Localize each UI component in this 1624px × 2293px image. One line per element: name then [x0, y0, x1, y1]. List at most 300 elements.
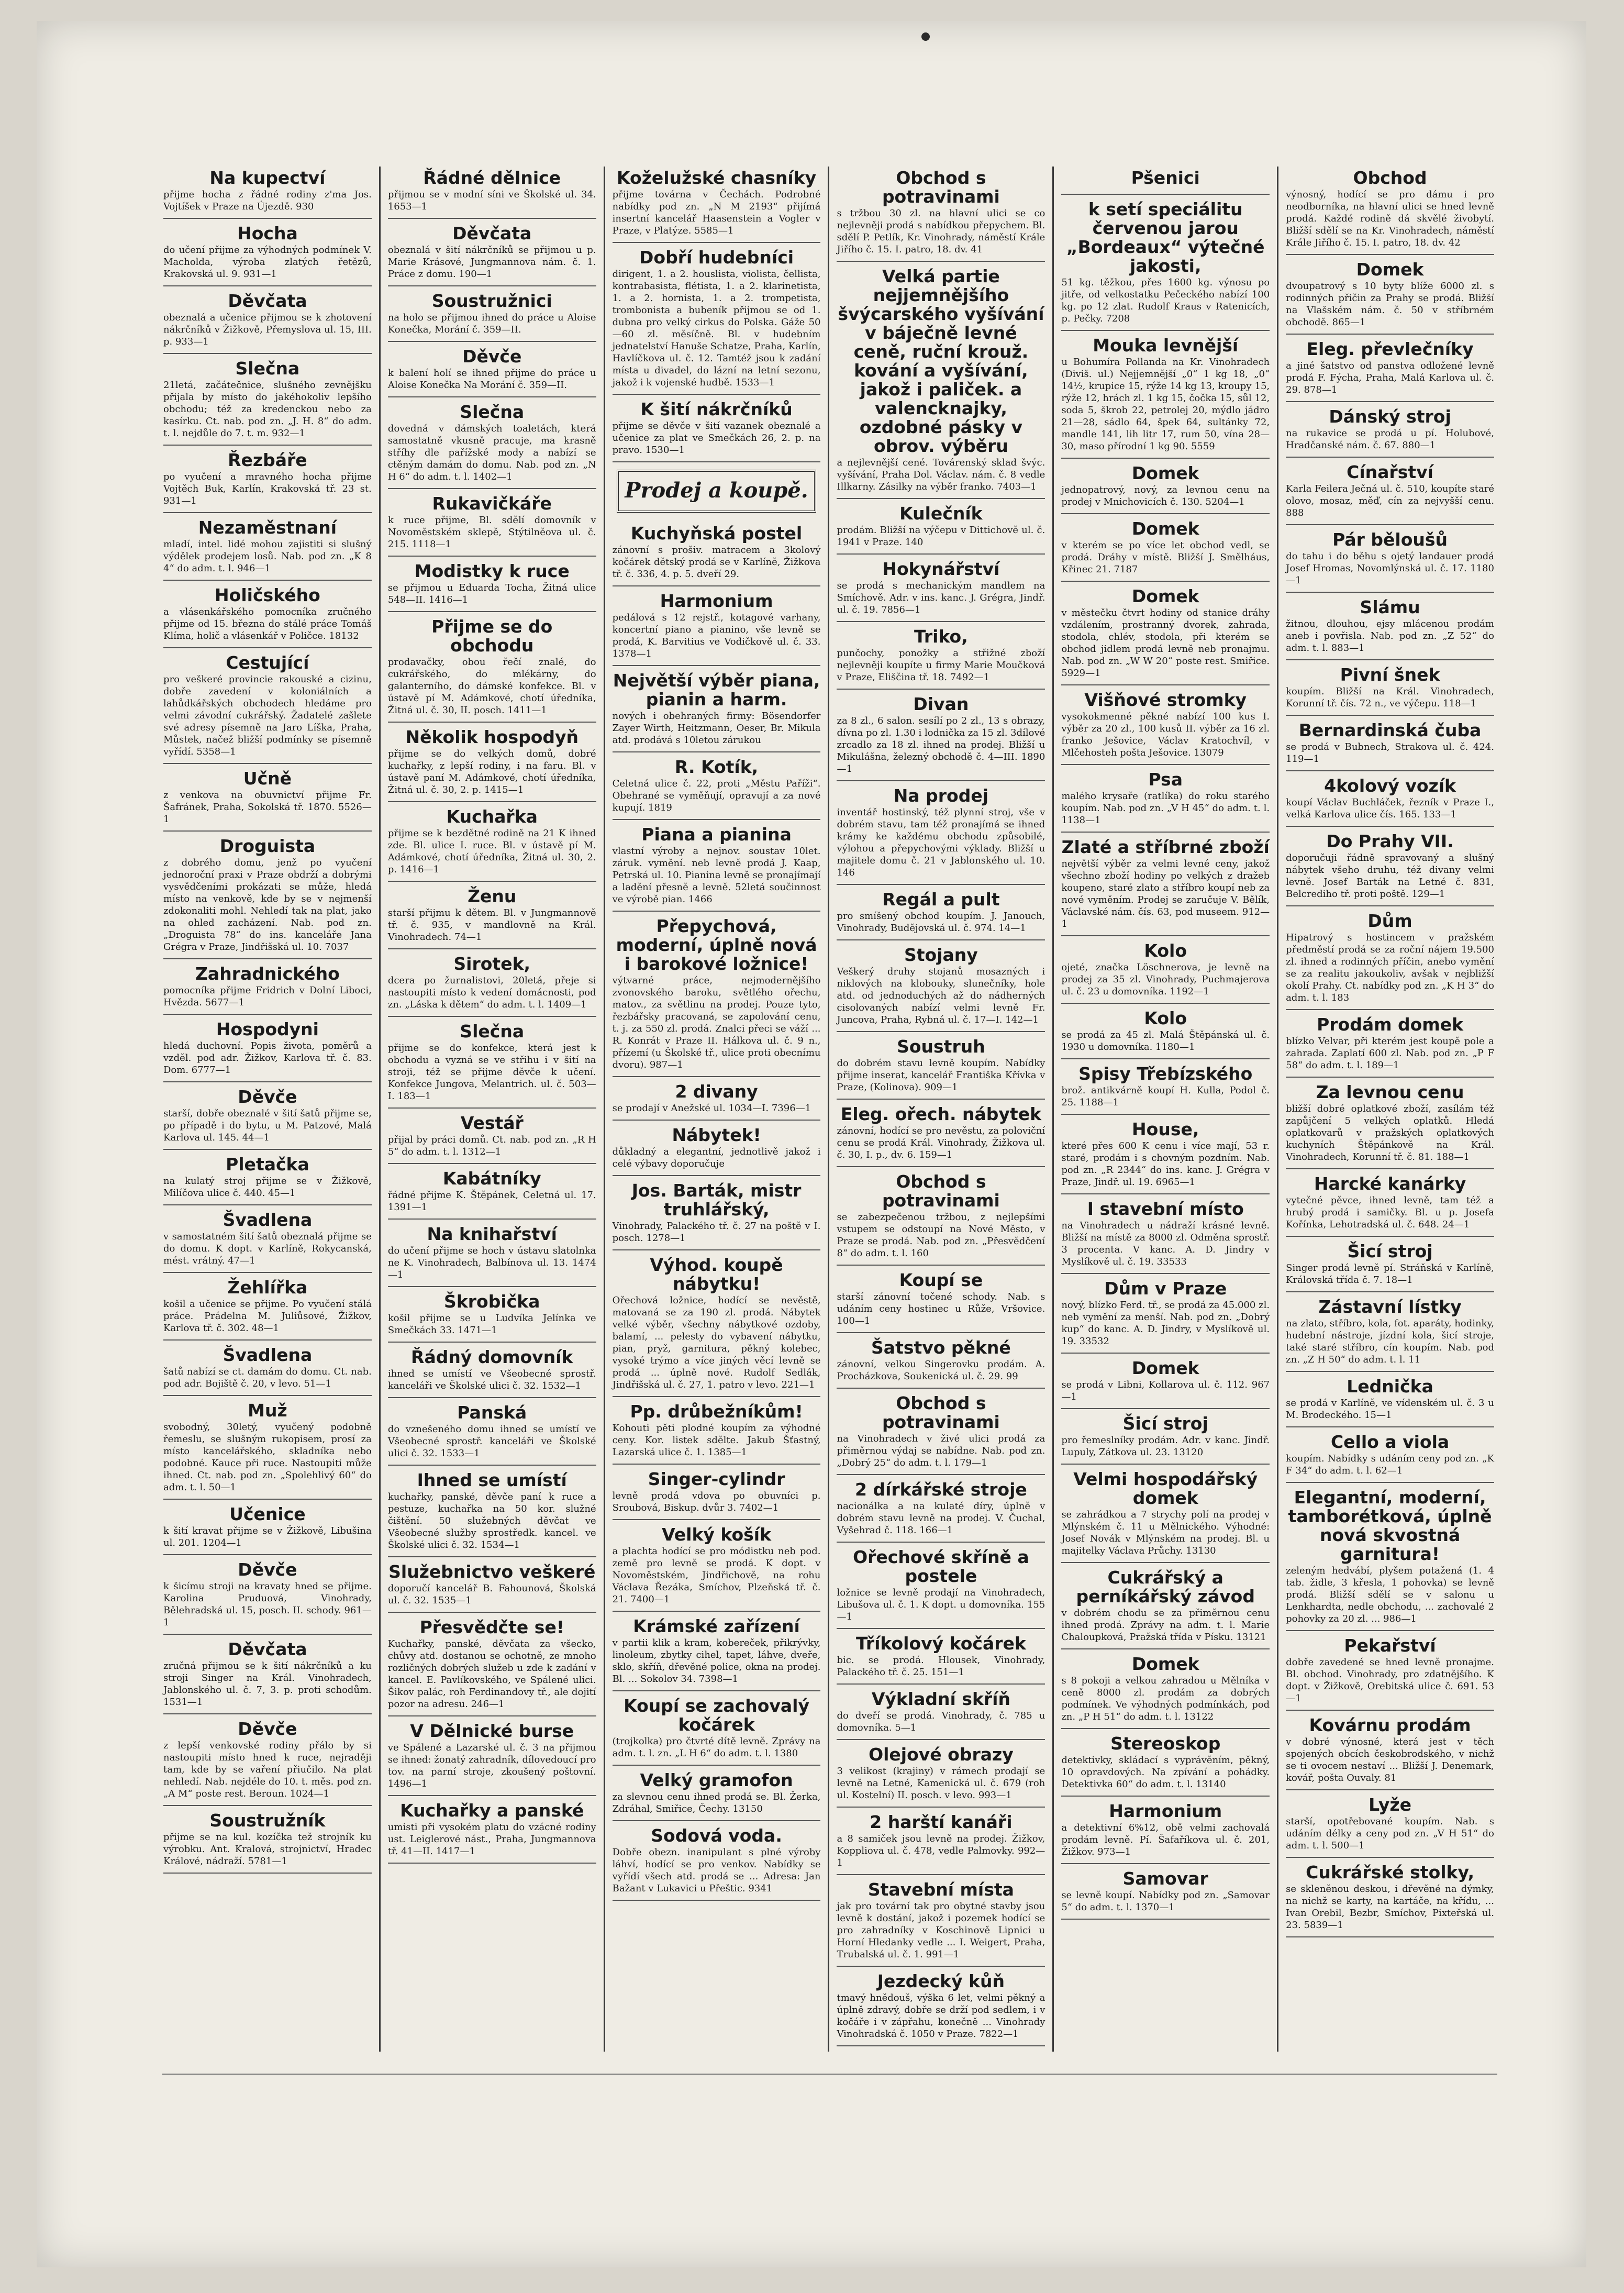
ad-heading: Regál a pult	[882, 889, 1000, 910]
column-2	[381, 167, 605, 2052]
ad-body: koupí Václav Buchláček, řezník v Praze I., velká Karlova ulice čís. 165. 133—1	[1286, 797, 1494, 820]
ad-body: a nejlevnější cené. Továrenský sklad švýc. vyšívání, Praha Dol. Václav. nám. č. 8 vedle Illkarny. Zásilky na výběr franko. 7403—1	[837, 457, 1045, 492]
ad-heading: V Dělnické burse	[410, 1721, 574, 1741]
classified-ad	[1286, 338, 1494, 402]
classified-ad	[613, 1694, 821, 1766]
classified-ad	[388, 1720, 596, 1796]
ad-body: a jiné šatstvo od panstva odložené levně prodá F. Fýcha, Praha, Malá Karlova ul. č. 29. 878—1	[1286, 360, 1494, 395]
ad-body: košil a učenice se přijme. Po vyučení stálá práce. Prádelna M. Juliůsové, Žižkov, Karlova tř. č. 302. 48—1	[163, 1299, 372, 1334]
classified-ad	[163, 767, 372, 832]
classified-ad	[388, 1560, 596, 1613]
ad-heading: Řádný domovník	[411, 1347, 573, 1367]
classified-ad	[1286, 1431, 1494, 1483]
ad-heading: Řádné dělnice	[423, 168, 561, 188]
ad-heading: Za levnou cenu	[1316, 1082, 1464, 1102]
ad-heading: Koželužské chasníky	[617, 168, 817, 188]
ad-body: na zlato, stříbro, kola, fot. aparáty, hodinky, hudební nástroje, jízdní kola, šicí stroje, také staré stříbro, cín koupím. Nab. pod zn. „Z H 50“ do adm. t. l. 11	[1286, 1318, 1494, 1365]
ad-heading: Slečna	[235, 358, 300, 379]
ad-heading: Pár běloušů	[1332, 529, 1448, 550]
ad-body: z dobrého domu, jenž po vyučení jednoroční praxi v Praze obdrží a dobrými vysvědčeními prokázati se může, hledá místo na venkově, kde by se v nejmenší zdokonaliti mohl. Nehledí tak na plat, jako na ohled zacházení. Nab. pod zn. „Droguista 78“ do ins. kanceláře Jana Grégra v Praze, Jindřišská ul. 10. 7037	[163, 857, 372, 952]
ad-heading: Domek	[1131, 1654, 1199, 1674]
classified-ad	[837, 1035, 1045, 1100]
ad-body: starší, opotřebované koupím. Nab. s udáním délky a ceny pod zn. „V H 51“ do adm. t. l. 500—1	[1286, 1816, 1494, 1851]
classified-ad	[388, 167, 596, 219]
classified-ad	[837, 1392, 1045, 1475]
ad-body: důkladný a elegantní, jednotlivě jakož i celé výbavy doporučuje	[612, 1146, 821, 1169]
classified-ad	[1286, 1240, 1494, 1292]
classified-ad	[613, 1124, 821, 1176]
ad-heading: Učně	[243, 768, 292, 789]
classified-ad	[163, 1718, 372, 1806]
ad-body: Kuchařky, panské, děvčata za všecko, chůvy atd. dostanou se ochotně, ze mnoho rozličných dobrých služeb u zde k zadání v kancel. E. Pavlíkovského, ve Spálené ulici. Šikov palác, roh Ferdinandovy tř., ale dojití pozor na adresu. 246—1	[387, 1638, 596, 1710]
classified-ad	[1061, 198, 1270, 331]
classified-ad	[1061, 1062, 1270, 1115]
ad-body: které přes 600 K cenu i více mají, 53 r. staré, prodám i s chovným pozdním. Nab. pod zn. „R 2344“ do ins. kanc. J. Grégra v Praze, Jindř. ul. 19. 6965—1	[1061, 1140, 1270, 1188]
ad-body: za slevnou cenu ihned prodá se. Bl. Žerka, Zdráhal, Smiřice, Čechy. 13150	[612, 1791, 821, 1814]
ad-body: přijme se k bezdětné rodině na 21 K ihned zde. Bl. ulice I. ruce. Bl. v ústavě pí M. Adámkové, chotí úředníka, Žitná ul. 30, 2. p. 1416—1	[387, 828, 596, 875]
classified-ad	[837, 1546, 1045, 1629]
ad-heading: Kuchyňská postel	[630, 523, 803, 544]
ad-body: jak pro tovární tak pro obytné stavby jsou levně k dostání, jakož i pozemek hodící se pro zahradníky v Koschinově Lipnici u Horní Hledanky vedle ... I. Weigert, Praha, Trubalská ul. č. 1. 991—1	[837, 1901, 1045, 1960]
classified-ad	[837, 1103, 1045, 1167]
classified-ad	[1061, 1566, 1270, 1649]
classified-ad	[388, 1469, 596, 1557]
ad-body: v dobrém chodu se za přiměrnou cenu ihned prodá. Zprávy na adm. t. l. Marie Chaloupková, Pražská třída v Písku. 13121	[1061, 1608, 1270, 1643]
classified-ad	[1286, 258, 1494, 335]
ad-heading: Slečna	[460, 1021, 525, 1042]
ad-heading: Služebnictvo veškeré	[388, 1561, 596, 1582]
ad-heading: Droguista	[219, 836, 316, 856]
ad-heading: Cukrářské stolky,	[1306, 1862, 1474, 1882]
ad-heading: Domek	[1131, 518, 1199, 539]
ad-heading: Dům v Praze	[1104, 1278, 1227, 1299]
ad-heading: Kuchařky a panské	[400, 1800, 584, 1821]
ad-heading: Koupí se zachovalý kočárek	[624, 1696, 810, 1735]
ad-body: k šití kravat přijme se v Žižkově, Libušina ul. 201. 1204—1	[163, 1525, 372, 1548]
ad-body: k ruce přijme, Bl. sdělí domovník v Novoměstském sklepě, Stýtilněova ul. č. 215. 1118—1	[387, 515, 596, 550]
classified-ad	[1061, 1357, 1270, 1409]
classified-ad	[837, 888, 1045, 940]
ad-body: doporučuji řádně spravovaný a slušný nábytek všeho druhu, též divany velmi levně. Josef Barták na Letné č. 831, Belcrediho tř. proti poště. 129—1	[1286, 852, 1494, 900]
ad-heading: Žehlířka	[227, 1277, 308, 1298]
classified-ad	[837, 1269, 1045, 1333]
classified-ad	[163, 651, 372, 764]
ad-heading: Velká partie nejjemnějšího švýcarského vyšívání v báječně levné ceně, ruční krouž. kování a vyšívání, jakož i paliček. a valencknajky, ozdobné pásky v obrov. výběru	[838, 266, 1044, 456]
ad-body: z venkova na obuvnictví přijme Fr. Šafránek, Praha, Sokolská tř. 1870. 5526—1	[163, 790, 372, 825]
classified-ad	[1061, 517, 1270, 582]
classified-ad	[613, 1523, 821, 1612]
classified-ad	[1286, 774, 1494, 827]
classified-ad	[1286, 1172, 1494, 1237]
classified-ad	[163, 1276, 372, 1341]
ad-body: se prodá s mechanickým mandlem na Smíchově. Adr. v ins. kanc. J. Grégra, Jindř. ul. č. 19. 7856—1	[837, 580, 1045, 615]
ad-body: koupím. Bližší na Král. Vinohradech, Korunní tř. čís. 72 n., ve výčepu. 118—1	[1286, 686, 1494, 709]
ad-heading: Cínařství	[1347, 462, 1433, 482]
classified-ad	[163, 1638, 372, 1714]
section-banner	[617, 470, 817, 513]
ad-heading: Cello a viola	[1330, 1432, 1450, 1452]
ad-body: 3 velikost (krajiny) v rámech prodají se levně na Letné, Kamenická ul. č. 679 (roh ul. Kostelní) II. posch. v levo. 993—1	[837, 1766, 1045, 1801]
ad-heading: Kolo	[1144, 940, 1187, 961]
ad-heading: Obchod	[1353, 168, 1427, 188]
ad-body: zručná přijmou se k šití nákrčníků a ku stroji Singer na Král. Vinohradech, Jablonského ul. č. 7, 3. p. proti schodům. 1531—1	[163, 1660, 372, 1708]
ad-body: prodavačky, obou řečí znalé, do cukrářského, do mlékárny, do galanterního, do dámské konfekce. Bl. v ústavě pí M. Adámkové, chotí úředníka, Žitná ul. č. 30, II. posch. 1411—1	[387, 657, 596, 716]
ad-heading: Škrobička	[444, 1291, 540, 1312]
ad-body: mladí, intel. lidé mohou zajistiti si slušný výdělek prodejem losů. Nab. pod zn. „K 8 4“ do adm. t. l. 946—1	[163, 539, 372, 574]
ad-heading: Děvče	[462, 346, 522, 367]
ad-heading: K šití nákrčníků	[640, 399, 793, 419]
classified-ad	[1286, 1013, 1494, 1078]
ad-body: detektivky, skládací s vyprávěním, pěkný, 10 opravdových. Na zpívání a pohádky. Detektivka 60“ do adm. t. l. 13140	[1061, 1755, 1270, 1790]
classified-ad	[163, 1399, 372, 1500]
ad-body: a plachta hodící se pro módistku neb pod. země pro levně se prodá. K dopt. v Novoměstském, Jindřichově, na rohu Václava Řezáka, Smíchov, Plzeňská tř. č. 21. 7400—1	[612, 1546, 821, 1605]
classified-ad	[1286, 1375, 1494, 1427]
ad-body: starší, dobře obeznalé v šití šatů přijme se, po případě i do bytu, u M. Patzové, Malá Karlova ul. 145. 44—1	[163, 1108, 372, 1143]
ad-heading: Velký gramofon	[640, 1770, 793, 1790]
classified-ad	[1286, 1861, 1494, 1937]
ad-body: po vyučení a mravného hocha přijme Vojtěch Buk, Karlín, Krakovská tř. 23 st. 931—1	[163, 471, 372, 506]
classified-ad	[163, 449, 372, 513]
ad-heading: Jezdecký kůň	[877, 1971, 1005, 1991]
ad-heading: k setí speciálitu červenou jarou „Bordeaux“ výtečné jakosti,	[1066, 199, 1265, 276]
classified-ad	[837, 1688, 1045, 1740]
classified-ad	[163, 1809, 372, 1874]
ad-body: blízko Velvar, při kterém jest koupě pole a zahrada. Zaplatí 600 zl. Nab. pod zn. „P F 58“ do adm. t. l. 189—1	[1286, 1036, 1494, 1071]
ad-heading: Děvčata	[452, 223, 532, 243]
classified-ad	[1061, 689, 1270, 765]
ad-heading: Velmi hospodářský domek	[1073, 1469, 1258, 1508]
ad-body: obeznalá a učenice přijmou se k zhotovení nákrčníků v Žižkově, Přemyslova ul. 15, III. p. 933—1	[163, 312, 372, 347]
ad-body: výnosný, hodící se pro dámu i pro neodborníka, na hlavní ulici se hned levně prodá. Každé rodině dá skvělé živobytí. Bližší sdělí se na Kr. Vinohradech, náměstí Krále Jiřího č. 15. I. patro, 18. dv. 42	[1286, 189, 1494, 248]
ad-heading: Holičského	[215, 585, 320, 605]
classified-ad	[1286, 1295, 1494, 1372]
ad-body: se prodá v Karlíně, ve vídenském ul. č. 3 u M. Brodeckého. 15—1	[1286, 1398, 1494, 1421]
classified-ad	[163, 516, 372, 581]
ad-body: za 8 zl., 6 salon. sesílí po 2 zl., 13 s obrazy, dívna po zl. 1.30 i lodnička za 15 zl. 3dílové zrcadlo za 18 zl. ihned na prodej. Bližší u Mikulášna, železný obchodě č. 4—III. 1890—1	[837, 715, 1045, 774]
classified-ad	[1286, 167, 1494, 255]
classified-ad	[163, 835, 372, 959]
ad-heading: Ihned se umístí	[417, 1470, 567, 1490]
ad-body: se přijmou u Eduarda Tocha, Žitná ulice 548—II. 1416—1	[387, 582, 596, 605]
classified-ad	[388, 290, 596, 342]
classified-ad	[1061, 1277, 1270, 1354]
ad-body: svobodný, 30letý, vyučený podobně řemeslu, se slušným rukopisem, prosí za místo kancelářského, skladníka nebo podobné. Kauce při ruce. Nastoupiti může ihned. Ct. nab. pod zn. „Spolehlivý 60“ do adm. t. l. 50—1	[163, 1422, 372, 1493]
ad-heading: Piana a pianina	[641, 824, 792, 845]
classified-ad	[1061, 768, 1270, 833]
ad-body: na holo se přijmou ihned do práce u Aloise Konečka, Morání č. 359—II.	[387, 312, 596, 335]
ad-heading: Soustružnici	[431, 291, 552, 311]
ad-body: ložnice se levně prodají na Vinohradech, Libušova ul. č. 1. K dopt. u domovníka. 155—1	[837, 1587, 1045, 1622]
ad-heading: Panská	[457, 1402, 527, 1423]
classified-ad	[388, 492, 596, 557]
ad-heading: Triko,	[914, 626, 968, 647]
classified-ad	[613, 756, 821, 820]
ad-body: v městečku čtvrt hodiny od stanice dráhy vzdálením, prostranný dvorek, zahrada, stodola, chlév, stodola, při kterém se obchod jidlem prodá levně neb pronajmu. Nab. pod zn. „W W 20“ poste rest. Smiřice. 5929—1	[1061, 607, 1270, 679]
classified-ad	[613, 1179, 821, 1250]
ad-heading: Pp. drůbežníkům!	[630, 1401, 803, 1422]
classified-ad	[1286, 405, 1494, 458]
ad-heading: Šicí stroj	[1347, 1241, 1433, 1261]
ad-heading: Bernardinská čuba	[1298, 720, 1482, 740]
ad-body: v samostatném šití šatů obeznalá přijme se do domu. K dopt. v Karlíně, Rokycanská, mést. vrátný. 47—1	[163, 1231, 372, 1266]
ad-body: přijme se na kul. kozíčka tež strojník ku výrobku. Ant. Kralová, strojnictví, Hradec Králové, nádraží. 5781—1	[163, 1832, 372, 1867]
ad-heading: Modistky k ruce	[414, 561, 570, 581]
classified-ad	[1286, 461, 1494, 525]
classified-ad	[613, 1400, 821, 1465]
ad-heading: Výhod. koupě nábytku!	[650, 1255, 783, 1294]
classified-ad	[1286, 1081, 1494, 1169]
classified-ad	[837, 1970, 1045, 2046]
ad-heading: Šatstvo pěkné	[871, 1337, 1011, 1358]
ad-body: k šicímu stroji na kravaty hned se přijme. Karolina Pruduová, Vinohrady, Bělehradská ul. 15, posch. II. schody. 961—1	[163, 1581, 372, 1628]
ad-body: se prodá v Bubnech, Strakova ul. č. 424. 119—1	[1286, 741, 1494, 765]
ad-body: Celetná ulice č. 22, proti „Městu Paříži“. Obehrané se vyměňují, opravují a za nové kupují. 1819	[612, 778, 821, 813]
ad-heading: Domek	[1356, 259, 1424, 280]
ad-body: nový, blízko Ferd. tř., se prodá za 45.000 zl. neb vymění za menší. Nab. pod zn. „Dobrý kup“ do kanc. A. D. Jindry, v Myslíkově ul. 19. 33532	[1061, 1300, 1270, 1347]
ad-body: do vznešeného domu ihned se umístí ve Všeobecné sprostř. kanceláři ve Školské ulici č. 32. 1533—1	[387, 1424, 596, 1459]
classified-ad	[163, 1209, 372, 1273]
ad-body: na rukavice se prodá u pí. Holubové, Hradčanské nám. č. 67. 880—1	[1286, 428, 1494, 451]
ad-heading: Elegantní, moderní, tamborétková, úplně nová skvostná garnitura!	[1288, 1487, 1492, 1564]
column-4	[829, 167, 1054, 2052]
classified-ad	[613, 1769, 821, 1821]
column-3	[605, 167, 830, 2052]
classified-ad	[163, 290, 372, 354]
column-1	[156, 167, 381, 2052]
ad-heading: Harmonium	[1109, 1801, 1222, 1821]
ad-heading: R. Kotík,	[674, 757, 759, 777]
ad-body: nových i obehraných firmy: Bösendorfer Zayer Wirth, Heitzmann, Oeser, Br. Mikula atd. prodává s 10letou zárukou	[612, 711, 821, 746]
classified-ad	[1286, 1634, 1494, 1711]
ad-body: doporučí kancelář B. Fahounová, Školská ul. č. 32. 1535—1	[387, 1583, 596, 1606]
ad-heading: Největší výběr piana, pianin a harm.	[613, 670, 820, 710]
classified-ad	[837, 944, 1045, 1032]
ad-heading: Děvčata	[228, 1639, 307, 1659]
ad-heading: Cestující	[226, 652, 309, 673]
ad-body: starší zánovní točené schody. Nab. s udáním ceny hostinec u Růže, Vršovice. 100—1	[837, 1291, 1045, 1326]
ad-body: se zahrádkou a 7 strychy polí na prodej v Mlýnském č. 11 u Mělnického. Výhodné: Josef Novák v Mlýnském na prodej. Bl. u majitelky Václava Průchy. 13130	[1061, 1509, 1270, 1556]
ad-heading: 4kolový vozík	[1324, 776, 1456, 796]
ad-heading: Nezaměstnaní	[198, 517, 337, 538]
ad-heading: 2 divany	[675, 1081, 758, 1102]
classified-ad	[163, 1085, 372, 1150]
ad-heading: Slámu	[1360, 597, 1420, 617]
classified-ad	[1061, 167, 1270, 195]
ad-body: v dobré výnosné, která jest v těch spojených obcích českobrodského, v nichž se ti ovocem nestaví ... Bližší J. Denemark, kovář, pošta Ouvaly. 81	[1286, 1736, 1494, 1784]
ad-heading: Dánský stroj	[1329, 406, 1451, 427]
classified-ad	[1061, 1118, 1270, 1194]
classified-ad	[1286, 910, 1494, 1010]
column-5	[1054, 167, 1278, 2052]
ad-body: ojeté, značka Löschnerova, je levně na prodej za 35 zl. Vinohrady, Puchmajerova ul. č. 23 u domovníka. 1192—1	[1061, 962, 1270, 997]
ad-body: přijme se do konfekce, která jest k obchodu a vyzná se ve střihu i v šití na stroji, též se přijme děvče k učení. Konfekce Jungova, Melantrich. ul. č. 503—I. 183—1	[387, 1043, 596, 1102]
classified-ad	[837, 1478, 1045, 1543]
ad-body: Kohouti pěti plodné koupím za výhodné ceny. Kor. listek sdělte. Jakub Šťastný, Lazarská ulice č. 1. 1385—1	[612, 1423, 821, 1458]
ad-heading: Dům	[1367, 911, 1412, 931]
ad-body: Singer prodá levně pí. Stráňská v Karlíně, Královská třída č. 7. 18—1	[1286, 1262, 1494, 1286]
classified-ad	[1286, 1793, 1494, 1858]
ad-body: v kterém se po více let obchod vedl, se prodá. Dráhy v místě. Bližší J. Smělháus, Křinec 21. 7187	[1061, 540, 1270, 575]
ad-heading: Višňové stromky	[1084, 690, 1247, 710]
ad-body: se prodají v Anežské ul. 1034—I. 7396—1	[612, 1103, 811, 1114]
classified-ad	[388, 615, 596, 723]
classified-ad	[613, 398, 821, 462]
ad-body: jednopatrový, nový, za levnou cenu na prodej v Mnichovicích č. 130. 5204—1	[1061, 484, 1270, 507]
ad-body: dovedná v dámských toaletách, která samostatně vkusně pracuje, ma krasně stříhy dle pařížské mody a nabízí se ctěným damám do domu. Nab. pod zn. „N H 6“ do adm. t. l. 1402—1	[387, 423, 596, 482]
ad-body: vysokokmenné pěkné nabízí 100 kus I. výběr za 20 zl., 100 kusů II. výběr za 16 zl. franko Ješovice, Václav Kratochvíl, v Mlčehosteh pošta Ješovice. 13079	[1061, 711, 1270, 758]
ad-body: pro veškeré provincie rakouské a cizinu, dobře zavedení v koloniálních a lahůdkářských obchodech hledáme pro velmi závodní cukrářský. Žadatelé zašlete své adresy písemně na Jaro Líška, Praha, Můstek, načež bližší podmínky se písemně vyřídí. 5358—1	[163, 674, 372, 757]
ad-body: malého krysaře (ratlíka) do roku starého koupím. Nab. pod zn. „V H 45“ do adm. t. l. 1138—1	[1061, 791, 1270, 826]
classified-ad	[837, 693, 1045, 781]
classified-ad	[388, 805, 596, 882]
ad-body: Dobře obezn. inanipulant s plné výroby láhví, hodící se pro venkov. Nabídky se vyřídí všech atd. prodá se ... Adresa: Jan Bažant v Lukavici u Přeštic. 9341	[612, 1847, 821, 1894]
classified-ad	[1286, 1714, 1494, 1790]
ad-heading: Sirotek,	[453, 954, 531, 974]
punch-hole	[921, 32, 930, 41]
classified-ad	[163, 167, 372, 219]
ad-body: (trojkolka) pro čtvrté dítě levně. Zprávy na adm. t. l. zn. „L H 6“ do adm. t. l. 1380	[612, 1736, 821, 1759]
ad-heading: Singer-cylindr	[648, 1469, 785, 1489]
ad-heading: Přesvědčte se!	[419, 1617, 564, 1637]
ad-heading: Tříkolový kočárek	[855, 1633, 1026, 1654]
ad-heading: Olejové obrazy	[869, 1744, 1014, 1765]
ad-heading: Divan	[913, 694, 969, 714]
classified-ad	[613, 246, 821, 395]
ad-body: do dveří se prodá. Vinohrady, č. 785 u domovníka. 5—1	[837, 1710, 1045, 1733]
ad-heading: Zlaté a stříbrné zboží	[1061, 837, 1270, 857]
ad-body: v partii klik a kram, kobereček, přikrývky, linoleum, zbytky cihel, tapet, láhve, dveře, sklo, skříň, dřevěné police, okna na prodej. Bl. ... Sokolov 34. 7398—1	[612, 1637, 821, 1685]
ad-heading: Vestář	[460, 1113, 524, 1133]
ad-body: umisti při vysokém platu do vzácné rodiny ust. Leiglerové nást., Praha, Jungmannova tř. 41—II. 1417—1	[387, 1822, 596, 1857]
classified-ad	[1286, 528, 1494, 593]
ad-body: se skleněnou deskou, i dřevěné na dýmky, na nichž se karty, na kartáče, na křídu, ... Ivan Orebil, Bezbr, Smíchov, Pixteřská ul. 23. 5839—1	[1286, 1884, 1494, 1931]
ad-heading: Domek	[1131, 463, 1199, 483]
classified-ad	[163, 1503, 372, 1555]
ad-body: největší výběr za velmi levné ceny, jakož všechno zboží hodiny po velkých z dražeb koupeno, staré zlato a stříbro koupí neb za nové vyměním. Prodej se zaručuje V. Bělík, Václavské nám. čís. 63, pod museem. 912—1	[1061, 858, 1270, 929]
classified-ad	[163, 962, 372, 1015]
ad-body: punčochy, ponožky a střižné zboží nejlevněji koupíte u firmy Marie Moučková v Praze, Eliščina tř. 18. 7492—1	[837, 648, 1045, 683]
ad-body: k balení holí se ihned přijme do práce u Aloise Konečka Na Morání č. 359—II.	[387, 368, 596, 391]
ad-body: na Vinohradech v živé ulici prodá za přiměrnou výdaj se nabídne. Nab. pod zn. „Dobrý 25“ do adm. t. l. 179—1	[837, 1433, 1045, 1468]
ad-heading: Obchod s potravinami	[882, 168, 1000, 207]
ad-heading: Kulečník	[899, 503, 983, 524]
classified-ad	[388, 345, 596, 397]
classified-ad	[613, 1824, 821, 1901]
ad-heading: Stereoskop	[1110, 1733, 1221, 1754]
ad-body: inventář hostinský, též plynní stroj, vše v dobrém stavu, tam též pronajímá se ihned krámy ke každému obchodu způsobilé, výlohou a přepychovými výklady. Bližší u majitele domu č. 21 v Jablonského ul. 10. 146	[837, 807, 1045, 878]
ad-body: pomocníka přijme Fridrich v Dolní Liboci, Hvězda. 5677—1	[163, 985, 372, 1008]
ad-heading: 2 dírkářské stroje	[855, 1479, 1027, 1500]
ad-heading: Pletačka	[226, 1154, 309, 1175]
ad-body: Karla Feilera Ječná ul. č. 510, koupíte staré olovo, mosaz, měď, cín za nejvyšší cenu. 888	[1286, 483, 1494, 518]
classified-ad	[163, 1558, 372, 1635]
classified-ad	[837, 784, 1045, 885]
ad-heading: Učenice	[229, 1504, 306, 1524]
classified-ad	[1061, 1732, 1270, 1797]
ad-body: přijal by práci domů. Ct. nab. pod zn. „R H 5“ do adm. t. l. 1312—1	[387, 1134, 596, 1157]
ad-body: obeznalá v šití nákrčníků se přijmou u p. Marie Krásové, Jungmannova nám. č. 1. Práce z domu. 190—1	[387, 245, 596, 280]
ad-heading: Ořechové skříně a postele	[853, 1547, 1029, 1586]
classified-ad	[163, 584, 372, 648]
ad-heading: Šicí stroj	[1122, 1413, 1208, 1434]
ad-body: s tržbou 30 zl. na hlavní ulici se co nejlevněji prodá s nabídkou přepychem. Bl. sdělí P. Petlík, Kr. Vinohrady, náměstí Krále Jiřího č. 15. I. patro, 18. dv. 41	[837, 208, 1045, 255]
ad-body: zánovní s prošiv. matracem a 3kolový kočárek dětský prodá se v Karlíně, Žižkova tř. č. 336, 4. p. 5. dveří 29.	[612, 545, 821, 580]
ad-body: 21letá, začátečnice, slušného zevnějšku přijala by místo do jakéhokoliv lepšího obchodu; též za kredenckou nebo za kasírku. Ct. nab. pod zn. „J. H. 8“ do adm. t. l. nejdůle do 7. t. m. 932—1	[163, 380, 372, 439]
classified-ad	[613, 669, 821, 752]
ad-body: pedálová s 12 rejstř., kotagové varhany, koncertní piano a pianino, vše levně se prodá, K. Barvitius ve Vodičkově ul. č. 33. 1378—1	[612, 612, 821, 659]
ad-body: ve Spálené a Lazarské ul. č. 3 na přijmou se ihned: žonatý zahradník, dílovedoucí pro tov. na parní stroje, zkoušený poštovní. 1496—1	[387, 1742, 596, 1789]
ad-heading: Prodám domek	[1317, 1014, 1463, 1035]
classified-ad	[388, 1020, 596, 1109]
ad-body: nacionálka a na kulaté díry, úplně v dobrém stavu levně na prodej. V. Čuchal, Vyšehrad č. 118. 166—1	[837, 1501, 1045, 1536]
classified-ad	[837, 1336, 1045, 1389]
ad-heading: Švadlena	[223, 1345, 313, 1365]
ad-body: levně prodá vdova po obuvníci p. Sroubová, Biskup. dvůr 3. 7402—1	[612, 1490, 821, 1513]
ad-heading: Švadlena	[223, 1210, 313, 1230]
classified-ad	[837, 625, 1045, 690]
ad-heading: Domek	[1131, 1358, 1199, 1378]
ad-heading: Lednička	[1347, 1376, 1433, 1397]
ad-body: a 8 samiček jsou levně na prodej. Žižkov, Koppliova ul. č. 478, vedle Palmovky. 992—1	[837, 1833, 1045, 1868]
ad-heading: Přijme se do obchodu	[431, 616, 553, 656]
ad-heading: Harmonium	[660, 591, 773, 611]
newspaper-page	[37, 21, 1586, 2267]
ad-body: se prodá v Libni, Kollarova ul. č. 112. 967—1	[1061, 1379, 1270, 1402]
ad-body: koupím. Nabídky s udáním ceny pod zn. „K F 34“ do adm. t. l. 62—1	[1286, 1453, 1494, 1476]
ad-heading: Zahradnického	[195, 963, 340, 984]
classified-ad	[1061, 585, 1270, 685]
classified-ad	[1286, 596, 1494, 660]
classified-ad	[837, 265, 1045, 499]
ad-body: z lepší venkovské rodiny přálo by si nastoupiti místo hned k ruce, nejraději tam, kde by se vaření přiučilo. Na plat nehledí. Nab. nejdéle do 10. t. měs. pod zn. „A M“ poste rest. Beroun. 1024—1	[163, 1740, 372, 1799]
ad-body: ihned se umístí ve Všeobecné sprostř. kanceláři ve Školské ulici č. 32. 1532—1	[387, 1368, 596, 1391]
classified-ad	[388, 1290, 596, 1343]
ad-heading: Obchod s potravinami	[882, 1393, 1000, 1432]
ad-heading: Hocha	[237, 223, 298, 243]
classified-ad	[1286, 719, 1494, 771]
ad-heading: Velký košík	[662, 1524, 772, 1545]
classified-ad	[837, 1811, 1045, 1875]
ad-body: do dobrém stavu levně koupím. Nabídky přijme inserat, kancelář Františka Křívka v Praze, (Kolinova). 909—1	[837, 1058, 1045, 1093]
ad-body: košil přijme se u Ludvíka Jelínka ve Smečkách 33. 1471—1	[387, 1313, 596, 1336]
ad-body: a vlásenkářského pomocníka zručného přijme od 15. března do stálé práce Tomáš Klíma, holič a vlásenkář v Poličce. 18132	[163, 606, 372, 641]
classified-ad	[388, 1167, 596, 1220]
classified-ad	[613, 522, 821, 586]
ad-heading: Děvče	[238, 1719, 297, 1739]
classified-ad	[388, 1616, 596, 1716]
classified-ad	[613, 1080, 821, 1121]
ad-body: na kulatý stroj přijme se v Žižkově, Milíčova ulice č. 440. 45—1	[163, 1176, 372, 1199]
ad-heading: Sodová voda.	[651, 1825, 782, 1846]
classified-ad	[1061, 1867, 1270, 1920]
classified-ad	[613, 590, 821, 666]
classified-ad	[1061, 1198, 1270, 1274]
column-6	[1278, 167, 1501, 2052]
ad-heading: Soustružník	[209, 1810, 326, 1831]
ad-body: bic. se prodá. Hlousek, Vinohrady, Palackého tř. č. 25. 151—1	[837, 1655, 1045, 1678]
ad-body: zeleným hedvábí, plyšem potažená (1. 4 tab. židle, 3 křesla, 1 pohovka) se levně prodá. Bližší sdělí se v salonu u Lenkhardta, nedle obchodu, ... zachovalé 2 pohovky za 20 zl. ... 986—1	[1286, 1565, 1494, 1624]
ad-heading: Řezbáře	[228, 450, 307, 470]
ad-body: se prodá za 45 zl. Malá Štěpánská ul. č. 1930 u domovníka. 1180—1	[1061, 1029, 1270, 1053]
ad-heading: Stojany	[904, 945, 978, 965]
ad-body: brož. antikvárně koupí H. Kulla, Podol č. 25. 1188—1	[1061, 1085, 1270, 1108]
ad-heading: Zástavní lístky	[1318, 1297, 1462, 1317]
classified-ad	[1061, 836, 1270, 936]
ad-body: zánovní, hodící se pro nevěstu, za poloviční cenu se prodá Král. Vinohrady, Žižkova ul. č. 30, I. p., dv. 6. 159—1	[837, 1125, 1045, 1160]
ad-heading: Kolo	[1144, 1008, 1187, 1028]
classified-ad	[613, 1615, 821, 1691]
classified-ad	[613, 167, 821, 243]
